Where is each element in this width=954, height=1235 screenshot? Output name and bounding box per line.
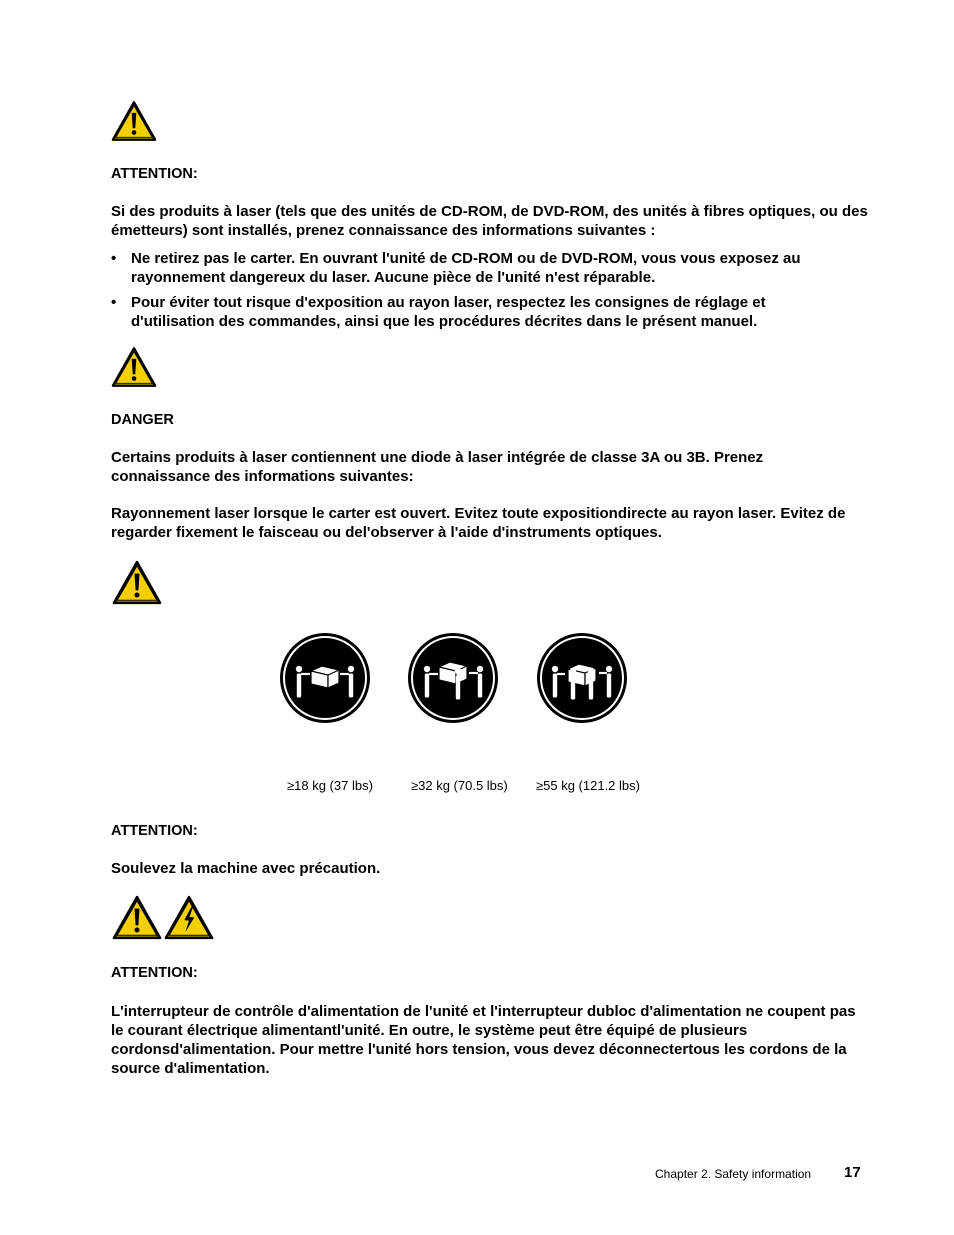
attention-heading: ATTENTION: <box>111 823 198 839</box>
lift-two-person-icon <box>278 631 372 725</box>
warning-triangle-icon <box>111 894 163 941</box>
warning-triangle-icon <box>111 559 163 606</box>
laser-bullet-list <box>111 249 851 337</box>
attention-heading: ATTENTION: <box>111 166 198 182</box>
electrical-hazard-icon <box>163 894 215 941</box>
laser-intro-text: Si des produits à laser (tels que des unités de CD-ROM, de DVD-ROM, des unités à fibres optiques, ou des émetteurs) sont installés, prenez connaissance des informations suivantes : <box>111 203 868 239</box>
footer-chapter: Chapter 2. Safety information <box>655 1167 812 1181</box>
lift-four-person-icon <box>535 631 629 725</box>
weight-label-two-person: ≥18 kg (37 lbs) <box>287 778 373 793</box>
warning-triangle-icon <box>111 99 157 143</box>
lifting-text: Soulevez la machine avec précaution. <box>111 860 381 877</box>
laser-radiation-text: Rayonnement laser lorsque le carter est ouvert. Evitez toute expositiondirecte au rayon laser. Evitez de regarder fixement le faisceau ou del'observer à l'aide d'instruments optiques. <box>111 505 846 541</box>
list-item: • Pour éviter tout risque d'exposition au rayon laser, respectez les consignes de réglage et d'utilisation des commandes, ainsi que les procédures décrites dans le présent manuel. <box>111 293 851 331</box>
danger-heading: DANGER <box>111 412 174 428</box>
attention-heading: ATTENTION: <box>111 965 198 981</box>
power-switch-text: L'interrupteur de contrôle d'alimentation de l'unité et l'interrupteur dubloc d'alimentation ne coupent pas le courant électrique alimentantl'unité. En outre, le système peut être équipé de plusieurs cordonsd'alimentation. Pour mettre l'unité hors tension, vous devez déconnectertous les cordons de la source d'alimentation. <box>111 1003 856 1077</box>
weight-label-three-person: ≥32 kg (70.5 lbs) <box>411 778 508 793</box>
warning-triangle-icon <box>111 345 157 389</box>
laser-class-text: Certains produits à laser contiennent une diode à laser intégrée de classe 3A ou 3B. Prenez connaissance des informations suivantes: <box>111 449 764 485</box>
list-item: • Ne retirez pas le carter. En ouvrant l'unité de CD-ROM ou de DVD-ROM, vous vous exposez au rayonnement dangereux du laser. Aucune pièce de l'unité n'est réparable. <box>111 249 851 287</box>
page-number: 17 <box>844 1164 861 1181</box>
weight-label-four-person: ≥55 kg (121.2 lbs) <box>536 778 640 793</box>
lift-three-person-icon <box>406 631 500 725</box>
